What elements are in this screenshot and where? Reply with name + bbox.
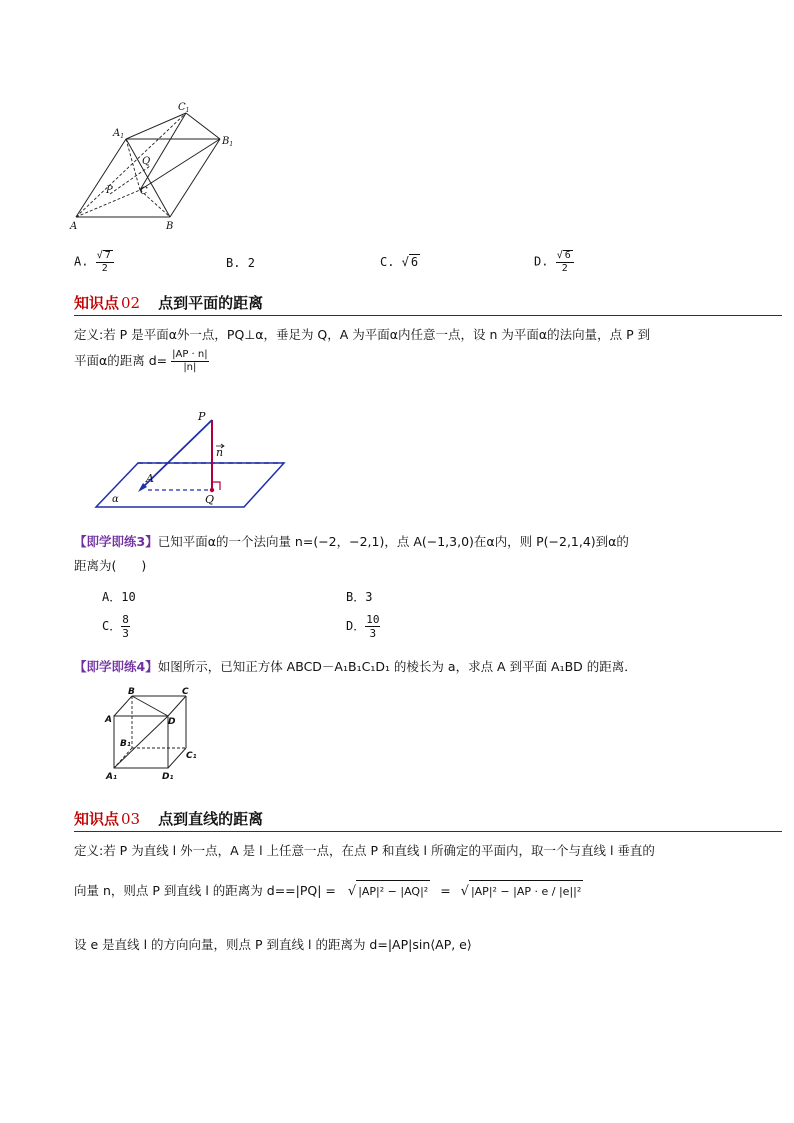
- label-Q: Q: [142, 156, 151, 167]
- practice3-option-c: C． $\frac{8}{3}$: [102, 613, 129, 640]
- practice3-question: 【即学即练3】已知平面α的一个法向量 n=(−2，−2,1)，点 A(−1,3,0)在α内，则 P(−2,1,4)到α的 距离为( ): [74, 534, 629, 573]
- diag-label-alpha: α: [112, 494, 119, 505]
- label-C: C: [140, 186, 148, 197]
- section3-direction-vector-line: 设 e 是直线 l 的方向向量，则点 P 到直线 l 的距离为 d=|AP|sin⟨AP, e⟩: [74, 937, 472, 952]
- cube-label-A: A: [105, 715, 112, 725]
- figure-parallelepiped: [60, 98, 240, 238]
- distance-formula: $\frac{|AP \cdot n|}{|n|}$: [172, 349, 208, 373]
- practice4-question: 【即学即练4】如图所示，已知正方体 ABCD－A₁B₁C₁D₁ 的棱长为 a，求点 A 到平面 A₁BD 的距离．: [74, 659, 637, 674]
- figure-cube: [100, 684, 210, 784]
- prev-option-c: C. √ 6: [380, 255, 419, 269]
- label-A1: $A_1$: [113, 128, 125, 140]
- label-A: A: [70, 221, 78, 232]
- label-P: P: [106, 185, 113, 196]
- practice3-option-d: D． $\frac{10}{3}$: [346, 613, 380, 640]
- label-C1: $C_1$: [178, 102, 190, 114]
- section3-definition: 定义:若 P 为直线 l 外一点，A 是 l 上任意一点，在点 P 和直线 l 所确定的平面内，取一个与直线 l 垂直的: [74, 843, 655, 858]
- cube-label-A1: A₁: [106, 772, 117, 782]
- practice3-option-b: B．3: [346, 590, 373, 604]
- sin-formula: |AP|sin⟨AP, e⟩: [387, 937, 472, 952]
- diag-label-A: A: [146, 472, 154, 485]
- section3-formula-line: 向量 n，则点 P 到直线 l 的距离为 d==|PQ| = √ |AP|² − |AQ|² = √ |AP|² − |AP · e / |e||²: [74, 880, 786, 901]
- prev-option-a: A. $\frac{√ 7}{2}$: [74, 250, 114, 274]
- diag-label-n: n: [216, 446, 224, 459]
- diag-label-P: P: [198, 410, 206, 423]
- cube-label-B1: B₁: [120, 739, 131, 749]
- cube-label-C: C: [182, 687, 189, 697]
- sqrt-formula-2: |AP|² − |AP · e / |e||²: [469, 880, 583, 901]
- practice3-option-a: A．10: [102, 590, 136, 604]
- label-B: B: [166, 221, 174, 232]
- sqrt-formula-1: |AP|² − |AQ|²: [356, 880, 430, 901]
- prev-option-b: B. 2: [226, 256, 255, 270]
- cube-label-B: B: [128, 687, 135, 697]
- prev-option-d: D. $\frac{√ 6}{2}$: [534, 250, 574, 274]
- diag-label-Q: Q: [205, 493, 215, 506]
- figure-point-plane: [92, 408, 292, 512]
- cube-label-D1: D₁: [162, 772, 174, 782]
- cube-label-D: D: [168, 717, 176, 727]
- section2-definition: 定义:若 P 是平面α外一点，PQ⊥α，垂足为 Q，A 为平面α内任意一点，设 n 为平面α的法向量，点 P 到 平面α的距离 d= $\frac{|AP \cdot n|}{|n|}$: [74, 327, 651, 373]
- section-header-03: 知识点 03 点到直线的距离: [74, 808, 782, 834]
- section-header-02: 知识点 02 点到平面的距离: [74, 292, 782, 318]
- cube-label-C1: C₁: [186, 751, 197, 761]
- label-B1: $B_1$: [222, 136, 234, 148]
